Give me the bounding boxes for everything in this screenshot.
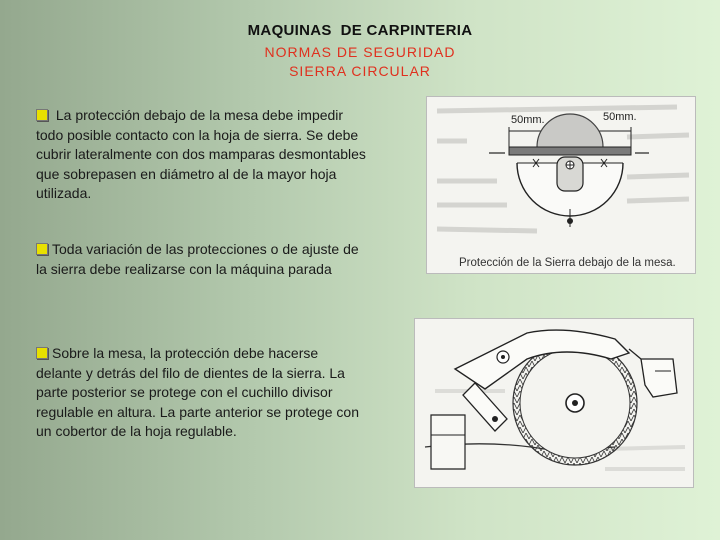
bullet-square-icon (36, 347, 48, 359)
slide-title: MAQUINAS DE CARPINTERIA (247, 22, 473, 39)
dimension-label-left: 50mm. (511, 114, 545, 126)
bullet-paragraph-2 (36, 240, 366, 279)
slide-subtitle-sierra: SIERRA CIRCULAR (289, 63, 431, 79)
bullet-text-3: Sobre la mesa, la protección debe hacerse delante y detrás del filo de dientes de la sierra. La parte posterior se protege con el cuchillo divisor regulable en altura. La parte anterior se protege con un cobertor de la hoja regulable. (36, 345, 359, 439)
under-table-guard-drawing (427, 97, 695, 273)
figure-caption: Protección de la Sierra debajo de la mesa. (459, 257, 676, 269)
over-table-guard-drawing (415, 319, 693, 487)
dimension-label-right: 50mm. (603, 111, 637, 123)
bullet-paragraph-1 (36, 106, 366, 204)
bullet-square-icon (36, 109, 48, 121)
slide-subtitle-normas: NORMAS DE SEGURIDAD (264, 44, 456, 60)
bullet-text-2: Toda variación de las protecciones o de ajuste de la sierra debe realizarse con la máquina parada (36, 241, 359, 277)
bullet-paragraph-3 (36, 344, 366, 442)
figure-over-table-guard (414, 318, 694, 488)
figure-under-table-guard (426, 96, 696, 274)
bullet-square-icon (36, 243, 48, 255)
bullet-text-1: La protección debajo de la mesa debe impedir todo posible contacto con la hoja de sierra. Se debe cubrir lateralmente con dos mamparas desmontables que sobrepasen en diámetro al de la mayor hoja utilizada. (36, 107, 366, 201)
